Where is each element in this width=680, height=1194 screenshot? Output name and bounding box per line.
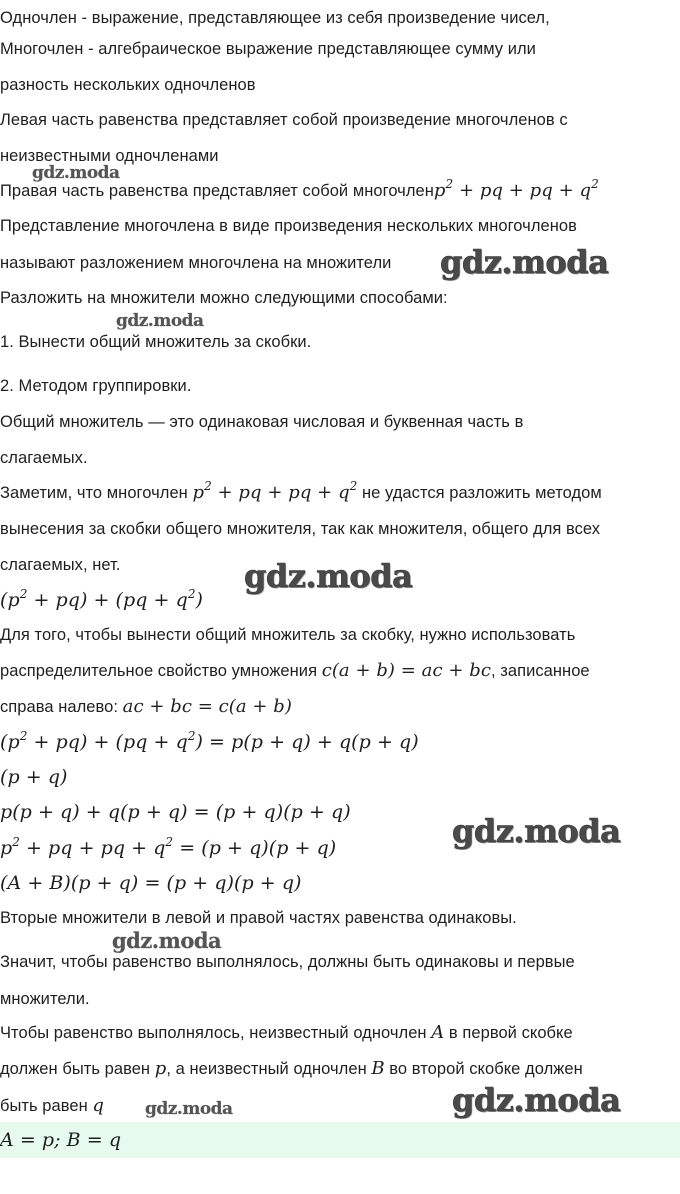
equation-1: $(p^2 + pq) + (pq + q^2) = p(p + q) + q(p + q)$ <box>0 728 419 753</box>
text-line: называют разложением многочлена на множители <box>0 254 392 272</box>
text-line: справа налево: ac + bc = c(a + b) <box>0 696 292 717</box>
text-line: Представление многочлена в виде произведения нескольких многочленов <box>0 217 577 235</box>
text-line: вынесения за скобки общего множителя, так как множителя, общего для всех <box>0 520 601 538</box>
text-line: должен быть равен p, а неизвестный одночлен B во второй скобке должен <box>0 1058 583 1079</box>
text-line: множители. <box>0 990 90 1008</box>
watermark-logo: gdz.moda <box>116 311 204 331</box>
distributive-formula: c(a + b) = ac + bc <box>321 660 491 681</box>
watermark-logo: gdz.moda <box>452 1081 621 1119</box>
text-line: Левая часть равенства представляет собой произведение многочленов с <box>0 111 568 129</box>
watermark-logo: gdz.moda <box>244 557 413 595</box>
grouped-formula: $(p^2 + pq) + (pq + q^2)$ <box>0 586 203 611</box>
watermark-logo: gdz.moda <box>32 163 120 183</box>
text-line: 1. Вынести общий множитель за скобки. <box>0 333 312 351</box>
text-line: Чтобы равенство выполнялось, неизвестный одночлен A в первой скобке <box>0 1022 573 1043</box>
text-line: Для того, чтобы вынести общий множитель за скобку, нужно использовать <box>0 626 576 644</box>
watermark-logo: gdz.moda <box>440 243 609 281</box>
text-line: Общий множитель — это одинаковая числовая и буквенная часть в <box>0 413 524 431</box>
polynomial-formula: $p^2$ + pq + pq + $q^2$ <box>433 177 599 201</box>
text-line: Разложить на множители можно следующими способами: <box>0 289 448 307</box>
text-line: слагаемых. <box>0 449 88 467</box>
text-line: Одночлен - выражение, представляющее из себя произведение чисел, <box>0 9 550 27</box>
text-line: разность нескольких одночленов <box>0 76 256 94</box>
text-line: Многочлен - алгебраическое выражение представляющее сумму или <box>0 40 536 58</box>
text-line: распределительное свойство умножения c(a + b) = ac + bc, записанное <box>0 660 590 681</box>
watermark-logo: gdz.moda <box>452 812 621 850</box>
text-line: неизвестными одночленами <box>0 147 219 165</box>
text-line: Значит, чтобы равенство выполнялось, должны быть одинаковы и первые <box>0 953 575 971</box>
polynomial-formula: $p^2$ + pq + pq + $q^2$ <box>192 479 358 503</box>
text-line: слагаемых, нет. <box>0 556 121 574</box>
text-line: Правая часть равенства представляет собой многочленp$^2$ + pq + pq + $q^2$ <box>0 177 599 201</box>
text-line: 2. Методом группировки. <box>0 377 192 395</box>
watermark-logo: gdz.moda <box>145 1099 233 1119</box>
text-line: Заметим, что многочлен $p^2$ + pq + pq + $q^2$ не удастся разложить методом <box>0 479 602 503</box>
equation-3: $p^2$ + pq + pq + $q^2 = (p + q)(p + q)$ <box>0 834 337 859</box>
text-line: быть равен q <box>0 1095 104 1116</box>
distributive-reverse-formula: ac + bc = c(a + b) <box>122 696 292 717</box>
watermark-logo: gdz.moda <box>112 928 222 953</box>
equation-4: (A + B)(p + q) = (p + q)(p + q) <box>0 872 302 894</box>
text-line: Вторые множители в левой и правой частях равенства одинаковы. <box>0 909 517 927</box>
answer-formula: A = p; B = q <box>0 1129 122 1151</box>
equation-2: p(p + q) + q(p + q) = (p + q)(p + q) <box>0 801 351 823</box>
common-factor: (p + q) <box>0 766 68 788</box>
